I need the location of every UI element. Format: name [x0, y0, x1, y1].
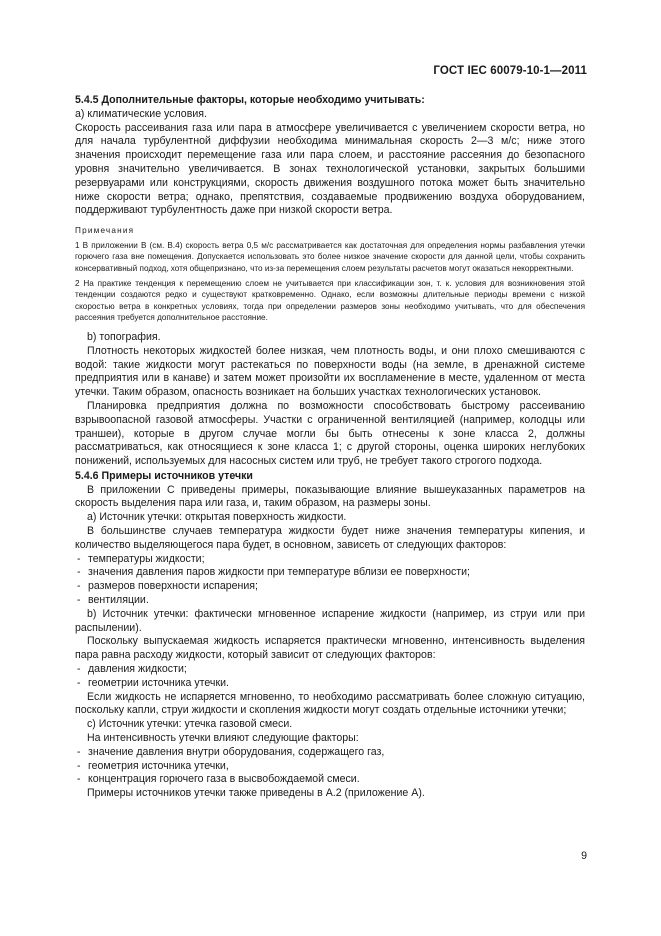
paragraph-factors: На интенсивность утечки влияют следующие факторы:: [87, 732, 359, 745]
list-item: - значение давления внутри оборудования, содержащего газ,: [75, 746, 585, 760]
notes-block: [75, 225, 585, 324]
list-item: - геометрия источника утечки,: [75, 760, 585, 774]
paragraph-plant-layout: Планировка предприятия должна по возможности способствовать быстрому рассеиванию взрывоопасной газовой атмосферы. Участки с ограниченной вентиляцией (например, колодцы или траншеи), которые в другом случае могли бы быть отнесены к зоне класса 2, должны рассматриваться, как относящиеся к зоне класса 1; с другой стороны, оценка широких неглубоких понижений, используемых для насосных систем или труб, не требует такого строгого подхода.: [75, 399, 585, 468]
list-item: - геометрии источника утечки.: [75, 677, 585, 691]
list-item: - размеров поверхности испарения;: [75, 580, 585, 594]
note-1: 1 В приложении В (см. В.4) скорость ветра 0,5 м/с рассматривается как достаточная для определения нормы разбавления утечки горючего газа вне помещения. Допускается использовать это более низкое значение скорости для данной цели, чтобы сохранить консервативный подход, хотя общепризнано, что из-за перемещения слоем результаты расчетов могут оказаться некорректными.: [75, 240, 585, 273]
standard-header: ГОСТ IEC 60079-10-1—2011: [433, 65, 587, 77]
page-content: [75, 93, 585, 801]
section-545-heading: 5.4.5 Дополнительные факторы, которые необходимо учитывать:: [75, 94, 425, 106]
list-item: - концентрация горючего газа в высвобождаемой смеси.: [75, 773, 585, 787]
paragraph-complex-situation: Если жидкость не испаряется мгновенно, то необходимо рассматривать более сложную ситуацию, поскольку капли, струи жидкости и скопления жидкости могут создать отдельные источники утечки;: [75, 690, 585, 717]
paragraph-wind-speed: Скорость рассеивания газа или пара в атмосфере увеличивается с увеличением скорости ветра, но для начала турбулентной диффузии необходима минимальная скорость 2—3 м/с; ниже этого значения происходит перемещение газа или пара слоем, и расстояние рассеяния до безопасного уровня значительно увеличивается. В зонах технологической установки, закрытых большими резервуарами или конструкциями, скорость движения воздушного потока может быть значительно ниже скорости ветра; однако, препятствия, создаваемые продвижению воздуха оборудованием, поддерживают турбулентность даже при низкой скорости ветра.: [75, 121, 585, 217]
list-item: - значения давления паров жидкости при температуре вблизи ее поверхности;: [75, 566, 585, 580]
paragraph-examples-ref: Примеры источников утечки также приведены в А.2 (приложение А).: [87, 787, 425, 800]
paragraph-release-rate: Поскольку выпускаемая жидкость испаряется практически мгновенно, интенсивность выделения пара равна расходу жидкости, который зависит от следующих факторов:: [75, 635, 585, 662]
paragraph-liquid-temperature: В большинстве случаев температура жидкости будет ниже значения температуры кипения, и количество выделяющегося пара будет, в основном, зависеть от следующих факторов:: [75, 525, 585, 551]
item-c-gas-mixture: с) Источник утечки: утечка газовой смеси.: [87, 718, 293, 731]
list-item: - давления жидкости;: [75, 663, 585, 677]
note-2: 2 На практике тенденция к перемещению слоем не учитывается при классификации зон, т. к. условия для возникновения этой тенденции создаются редко и существуют кратковременно. Однако, если возможны длительные периоды времени с низкой скоростью ветра в конкретных условиях, тогда при определении размеров зоны необходимо учитывать, что для обеспечения рассеяния требуется дополнительное расстояние.: [75, 278, 585, 323]
item-a-open-surface: а) Источник утечки: открытая поверхность жидкости.: [87, 511, 347, 524]
paragraph-annex-c: В приложении С приведены примеры, показывающие влияние вышеуказанных параметров на скорость выделения пара или газа, и, таким образом, на размеры зоны.: [75, 483, 585, 510]
paragraph-liquid-density: Плотность некоторых жидкостей более низкая, чем плотность воды, и они плохо смешиваются с водой: такие жидкости могут растекаться по поверхности воды (на земле, в дренажной системе предприятия или в канаве) и затем может произойти их воспламенение в месте, удаленном от места утечки. Таким образом, опасность возникает на больших участках технологических установок.: [75, 344, 585, 399]
item-b-topography: b) топография.: [87, 330, 161, 343]
section-546-heading: 5.4.6 Примеры источников утечки: [75, 469, 253, 482]
list-item: - температуры жидкости;: [75, 553, 585, 567]
item-b-instant-evaporation: b) Источник утечки: фактически мгновенное испарение жидкости (например, из струи или при распылении).: [75, 607, 585, 634]
notes-heading: Примечания: [75, 226, 135, 236]
list-item: - вентиляции.: [75, 594, 585, 608]
page-number: 9: [581, 850, 587, 862]
item-a-climate: а) климатические условия.: [75, 107, 207, 120]
